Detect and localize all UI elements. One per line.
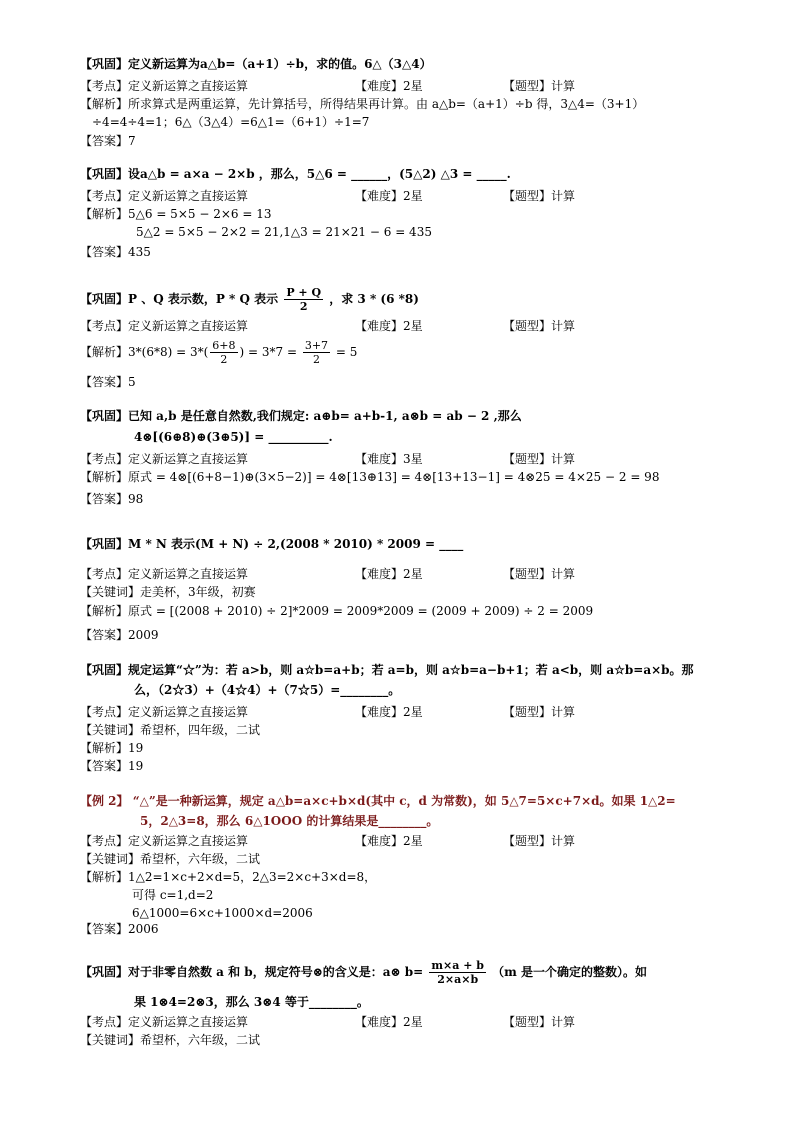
analysis-line: 【解析】5△6 = 5×5 − 2×6 = 13 (80, 207, 272, 221)
kaodian-label: 【考点】定义新运算之直接运算 (80, 567, 249, 581)
answer-text: 【答案】98 (80, 492, 144, 506)
question-text: 【巩固】定义新运算为a△b=（a+1）÷b，求的值。6△（3△4） (80, 57, 432, 71)
question-text: 【例 2】 “△”是一种新运算，规定 a△b=a×c+b×d(其中 c，d 为常数)，如 5△7=5×c+7×d。如果 1△2= (80, 794, 676, 808)
tixing-label: 【题型】计算 (503, 705, 576, 719)
answer-text: 【答案】19 (80, 759, 144, 773)
fraction: $\frac{P + Q}{2}$ (286, 286, 322, 313)
fraction: $\frac{3+7}{2}$ (304, 339, 329, 366)
kaodian-label: 【考点】定义新运算之直接运算 (80, 189, 249, 203)
question-text: 【巩固】设a△b = a×a − 2×b ，那么，5△6 = ______，(5△2) △3 = _____. (80, 167, 511, 181)
question-text: 【巩固】M * N 表示(M + N) ÷ 2,(2008 * 2010) * 2009 = ____ (80, 537, 464, 551)
fraction: $\frac{6+8}{2}$ (212, 339, 236, 366)
analysis-line: 【解析】3*(6*8) = 3*( $\frac{6+8}{2}$ ) = 3*7 = $\frac{3+7}{2}$ = 5 (80, 339, 358, 366)
meta-row (80, 566, 576, 582)
analysis-line: 【解析】1△2=1×c+2×d=5，2△3=2×c+3×d=8， (80, 870, 377, 884)
keyword-text: 【关键词】希望杯，六年级，二试 (80, 852, 261, 866)
analysis-line: 【解析】所求算式是两重运算，先计算括号，所得结果再计算。由 a△b=（a+1）÷b 得，3△4=（3+1） (80, 97, 645, 111)
nandu-label: 【难度】2星 (355, 1015, 423, 1029)
meta-row (80, 1014, 576, 1030)
nandu-label: 【难度】2星 (355, 319, 423, 333)
answer-text: 【答案】5 (80, 375, 136, 389)
answer-text: 【答案】2009 (80, 628, 159, 642)
nandu-label: 【难度】3星 (355, 452, 423, 466)
tixing-label: 【题型】计算 (503, 567, 576, 581)
analysis-line: 【解析】原式 = 4⊗[(6+8−1)⊕(3×5−2)] = 4⊗[13⊕13] = 4⊗[13+13−1] = 4⊗25 = 4×25 − 2 = 98 (80, 470, 660, 484)
kaodian-label: 【考点】定义新运算之直接运算 (80, 79, 249, 93)
meta-row (80, 451, 576, 467)
tixing-label: 【题型】计算 (503, 319, 576, 333)
answer-text: 【答案】7 (80, 134, 136, 148)
analysis-line: 【解析】19 (80, 741, 144, 755)
nandu-label: 【难度】2星 (355, 189, 423, 203)
question-text: 么，（2☆3）+（4☆4）+（7☆5）=________。 (134, 683, 401, 697)
analysis-line: 6△1000=6×c+1000×d=2006 (132, 906, 313, 920)
question-text: 【巩固】对于非零自然数 a 和 b，规定符号⊗的含义是：a⊗ b= $\frac{m\times a + b}{2\times a\times b}$ （m 是一个确定的整数）。如 (80, 959, 648, 986)
answer-text: 【答案】435 (80, 245, 151, 259)
keyword-text: 【关键词】希望杯，六年级，二试 (80, 1033, 261, 1047)
answer-text: 【答案】2006 (80, 922, 159, 936)
tixing-label: 【题型】计算 (503, 1015, 576, 1029)
meta-row (80, 78, 576, 94)
meta-row (80, 188, 576, 204)
nandu-label: 【难度】2星 (355, 834, 423, 848)
kaodian-label: 【考点】定义新运算之直接运算 (80, 319, 249, 333)
analysis-line: ÷4=4÷4=1；6△（3△4）=6△1=（6+1）÷1=7 (92, 115, 370, 129)
question-text: 果 1⊗4=2⊗3，那么 3⊗4 等于________。 (134, 995, 369, 1009)
nandu-label: 【难度】2星 (355, 79, 423, 93)
keyword-text: 【关键词】走美杯，3年级，初赛 (80, 585, 256, 599)
meta-row (80, 318, 576, 334)
meta-row (80, 704, 576, 720)
kaodian-label: 【考点】定义新运算之直接运算 (80, 705, 249, 719)
question-text: 【巩固】P 、Q 表示数，P * Q 表示 $\frac{P + Q}{2}$ ，求 3 * (6 *8) (80, 286, 419, 313)
keyword-text: 【关键词】希望杯，四年级，二试 (80, 723, 261, 737)
question-text: 4⊗[(6⊕8)⊕(3⊕5)] = __________. (134, 430, 333, 444)
kaodian-label: 【考点】定义新运算之直接运算 (80, 834, 249, 848)
question-text: 【巩固】已知 a,b 是任意自然数,我们规定: a⊕b= a+b-1, a⊗b = ab − 2 ,那么 (80, 409, 522, 423)
tixing-label: 【题型】计算 (503, 79, 576, 93)
analysis-line: 可得 c=1,d=2 (132, 888, 214, 902)
tixing-label: 【题型】计算 (503, 834, 576, 848)
tixing-label: 【题型】计算 (503, 189, 576, 203)
tixing-label: 【题型】计算 (503, 452, 576, 466)
nandu-label: 【难度】2星 (355, 705, 423, 719)
question-text: 【巩固】规定运算“☆”为：若 a>b，则 a☆b=a+b；若 a=b，则 a☆b=a−b+1；若 a<b，则 a☆b=a×b。那 (80, 663, 694, 677)
analysis-line: 5△2 = 5×5 − 2×2 = 21,1△3 = 21×21 − 6 = 435 (136, 225, 432, 239)
meta-row (80, 833, 576, 849)
nandu-label: 【难度】2星 (355, 567, 423, 581)
kaodian-label: 【考点】定义新运算之直接运算 (80, 1015, 249, 1029)
fraction: $\frac{m\times a + b}{2\times a\times b}$ (431, 959, 484, 986)
analysis-line: 【解析】原式 = [(2008 + 2010) ÷ 2]*2009 = 2009*2009 = (2009 + 2009) ÷ 2 = 2009 (80, 604, 594, 618)
kaodian-label: 【考点】定义新运算之直接运算 (80, 452, 249, 466)
question-text: 5，2△3=8，那么 6△1OOO 的计算结果是________。 (140, 814, 439, 828)
